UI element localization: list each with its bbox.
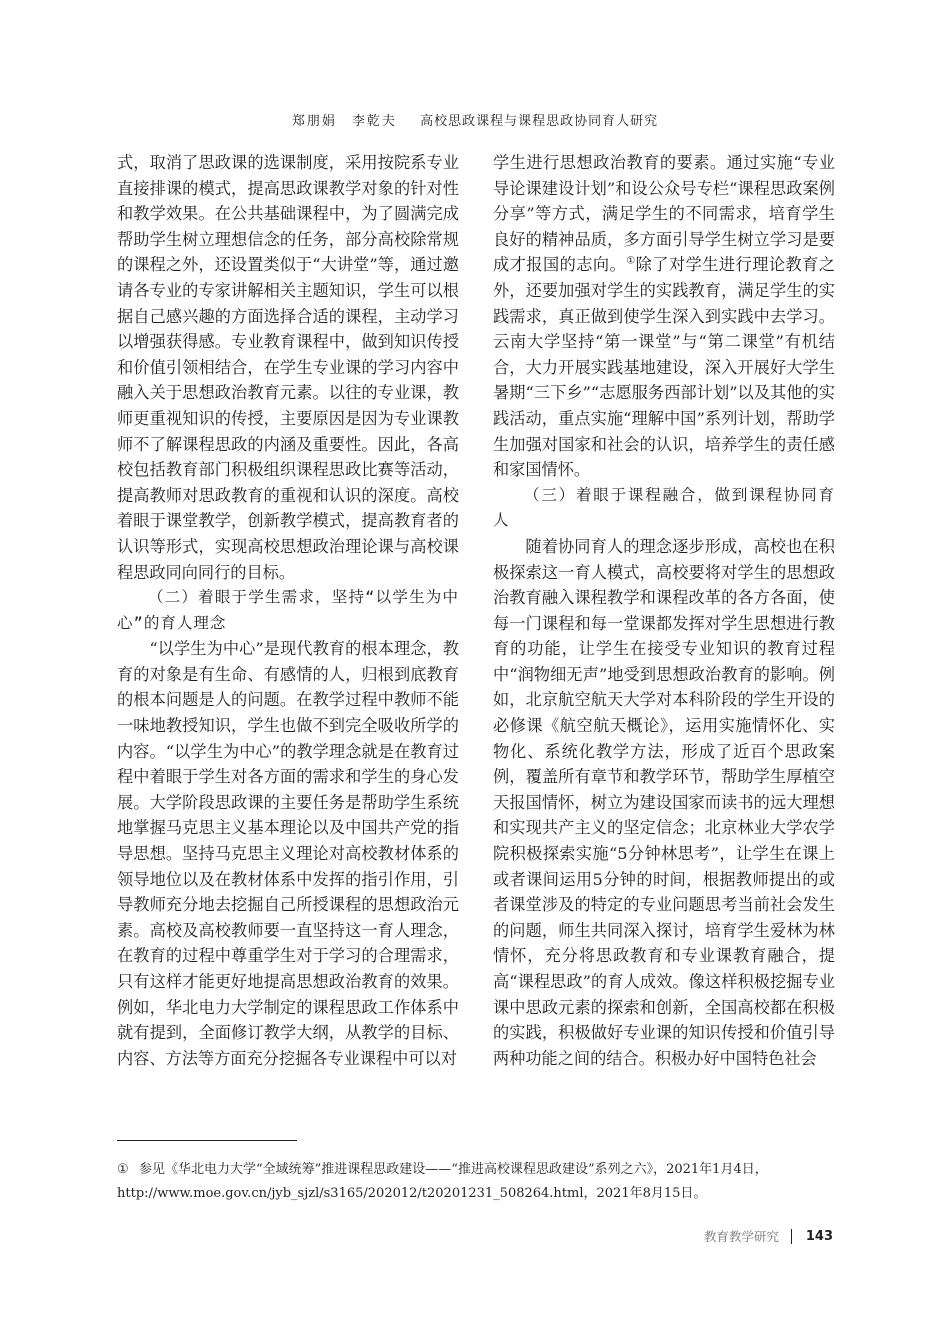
footnote-reference[interactable]: ① [626, 255, 636, 267]
running-header [0, 110, 950, 129]
right-column [493, 150, 835, 1071]
left-paragraph-2: “以学生为中心”是现代教育的根本理念，教育的对象是有生命、有感情的人，归根到底教育的根本问题是人的问题。在教学过程中教师不能一味地教授知识，学生也做不到完全吸收所学的内容。“以学生为中心”的教学理念就是在教育过程中着眼于学生对各方面的需求和学生的身心发展。大学阶段思政课的主要任务是帮助学生系统地掌握马克思主义基本理论以及中国共产党的指导思想。坚持马克思主义理论对高校教材体系的领导地位以及在教材体系中发挥的指引作用，引导教师充分地去挖掘自己所授课程的思想政治元素。高校及高校教师要一直坚持这一育人理念，在教育的过程中尊重学生对于学习的合理需求，只有这样才能更好地提高思想政治教育的效果。例如，华北电力大学制定的课程思政工作体系中就有提到，全面修订教学大纲，从教学的目标、内容、方法等方面充分挖掘各专业课程中可以对 [117, 639, 459, 1068]
right-paragraph-1a: 学生进行思想政治教育的要素。通过实施“专业导论课建设计划”和设公众号专栏“课程思政案例分享”等方式，满足学生的不同需求，培育学生良好的精神品质，多方面引导学生树立学习是要成才报国的志向。 [493, 153, 835, 275]
right-paragraph-2: 随着协同育人的理念逐步形成，高校也在积极探索这一育人模式，高校要将对学生的思想政治教育融入课程教学和课程改革的各方各面，使每一门课程和每一堂课都发挥对学生思想进行教育的功能，让学生在接受专业知识的教育过程中“润物细无声”地受到思想政治教育的影响。例如，北京航空航天大学对本科阶段的学生开设的必修课《航空航天概论》，运用实施情怀化、实物化、系统化教学方法，形成了近百个思政案例，覆盖所有章节和教学环节，帮助学生厚植空天报国情怀，树立为建设国家而读书的远大理想和实现共产主义的坚定信念；北京林业大学农学院积极探索实施“5分钟林思考”，让学生在课上或者课间运用5分钟的时间，根据教师提出的或者课堂涉及的特定的专业问题思考当前社会发生的问题，师生共同深入探讨，培育学生爱林为林情怀，充分将思政教育和专业课教育融合，提高“课程思政”的育人成效。像这样积极挖掘专业课中思政元素的探索和创新，全国高校都在积极的实践，积极做好专业课的知识传授和价值引导两种功能之间的结合。积极办好中国特色社会 [493, 536, 835, 1068]
journal-name: 教育教学研究 [703, 1229, 779, 1244]
left-column [117, 150, 459, 1071]
footnote-marker: ① [117, 1162, 129, 1177]
section-heading-3: （三）着眼于课程融合，做到课程协同育人 [493, 485, 835, 530]
right-paragraph-1b: 除了对学生进行理论教育之外，还要加强对学生的实践教育，满足学生的实践需求，真正做到使学生深入到实践中去学习。云南大学坚持“第一课堂”与“第二课堂”有机结合，大力开展实践基地建设，深入开展好大学生暑期“三下乡”“志愿服务西部计划”以及其他的实践活动，重点实施“理解中国”系列计划，帮助学生加强对国家和社会的认识，培养学生的责任感和家国情怀。 [493, 255, 836, 480]
right-paragraph-1 [493, 150, 835, 483]
section-heading-2: （二）着眼于学生需求，坚持“以学生为中心”的育人理念 [117, 588, 459, 632]
page-footer [704, 1227, 833, 1245]
footnote [117, 1158, 837, 1206]
footnote-divider [117, 1140, 297, 1141]
header-authors: 郑朋娟 李乾夫 [291, 114, 397, 129]
footnote-text: 参见《华北电力大学“全域统筹”推进课程思政建设——“推进高校课程思政建设”系列之六》，2021年1月4日，http://www.moe.gov.cn/jyb_sjzl/s3165/202012/t20201231_508264.html，2021年8月15日。 [117, 1162, 768, 1201]
footer-divider [791, 1229, 792, 1244]
page-number: 143 [805, 1228, 833, 1244]
left-paragraph-1: 式，取消了思政课的选课制度，采用按院系专业直接排课的模式，提高思政课教学对象的针对性和教学效果。在公共基础课程中，为了圆满完成帮助学生树立理想信念的任务，部分高校除常规的课程之外，还设置类似于“大讲堂”等，通过邀请各专业的专家讲解相关主题知识，学生可以根据自己感兴趣的方面选择合适的课程，主动学习以增强获得感。专业教育课程中，做到知识传授和价值引领相结合，在学生专业课的学习内容中融入关于思想政治教育元素。以往的专业课，教师更重视知识的传授，主要原因是因为专业课教师不了解课程思政的内涵及重要性。因此，各高校包括教育部门积极组织课程思政比赛等活动，提高教师对思政教育的重视和认识的深度。高校着眼于课堂教学，创新教学模式，提高教育者的认识等形式，实现高校思想政治理论课与高校课程思政同向同行的目标。 [117, 153, 459, 582]
header-article-title: 高校思政课程与课程思政协同育人研究 [420, 114, 659, 129]
